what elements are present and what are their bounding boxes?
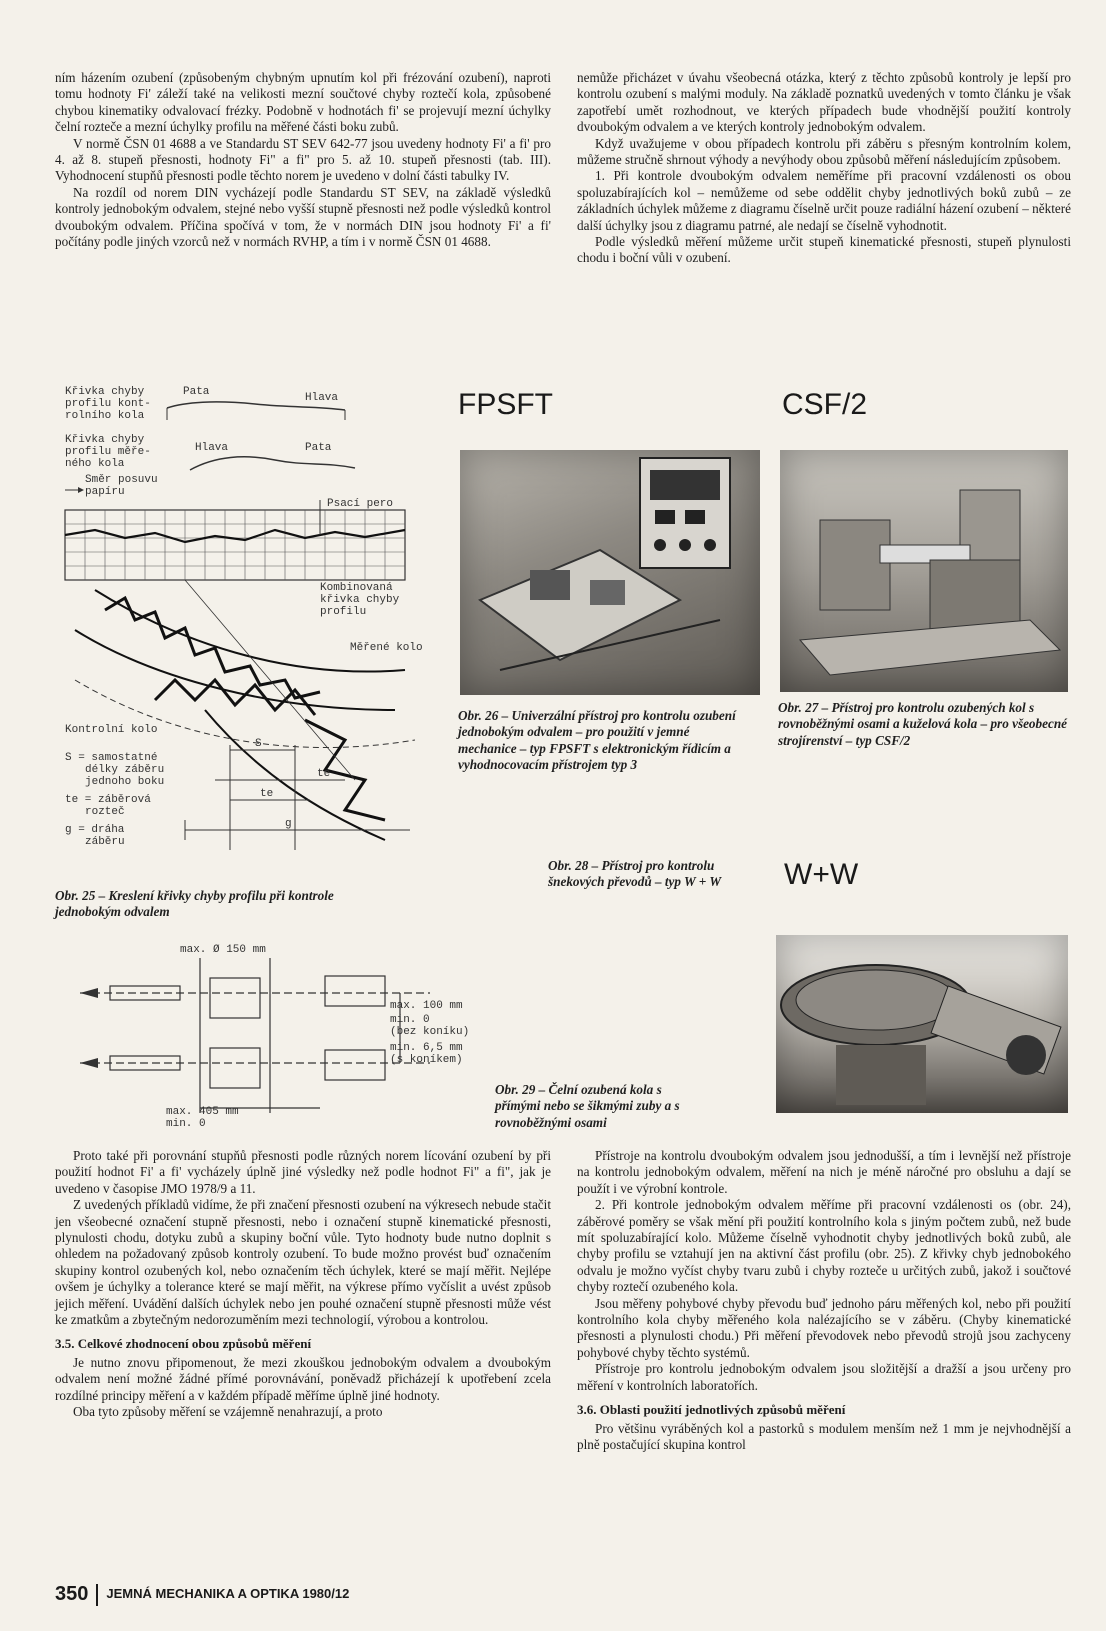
figure-28-photo bbox=[776, 935, 1068, 1113]
fig25-label-kombinovana-1: Kombinovaná bbox=[320, 582, 393, 594]
paragraph: 1. Při kontrole dvoubokým odvalem neměříme při pracovní vzdálenosti os obou spoluzabírajících kol – nemůžeme od sebe oddělit chyby jednotlivých boků zubů – ze základních úchylek můžeme z diagramu číselně určit pouze radiální házení ozubení – některé další úchylky jsou z diagramu patrné, ale nedají se číselně vyhodnotit. bbox=[577, 168, 1071, 233]
fig25-label-krivka-merene-3: ného kola bbox=[65, 458, 125, 470]
fig25-label-te-2: te bbox=[260, 788, 274, 800]
fig29-label-max405: max. 405 mm bbox=[166, 1106, 239, 1118]
fig25-legend-7: záběru bbox=[85, 836, 125, 848]
paragraph: Proto také při porovnání stupňů přesnosti podle různých norem lícování ozubení by při použití hodnot Fi' a fi' vycházely úplně jiné výsledky než podle hodnot Fi" a fi", jak je uvedeno v časopise JMO 1978/9 a 11. bbox=[55, 1148, 551, 1196]
fig25-legend-4: te = záběrová bbox=[65, 794, 151, 806]
figure-25-diagram bbox=[55, 380, 440, 880]
figure-28-caption: Obr. 28 – Přístroj pro kontrolu šnekových převodů – typ W + W bbox=[548, 858, 722, 890]
text-column-bottom-left bbox=[55, 1148, 551, 1421]
worm-gear-instrument-icon bbox=[776, 935, 1068, 1113]
journal-name: JEMNÁ MECHANIKA A OPTIKA 1980/12 bbox=[106, 1585, 350, 1601]
figure-29-diagram bbox=[70, 938, 490, 1133]
fig25-label-pata-2: Pata bbox=[305, 442, 332, 454]
paragraph: Přístroje na kontrolu dvoubokým odvalem jsou jednodušší, a tím i levnější než přístroje na kontrolu jednobokým odvalem, měření na nich je méně náročné pro obsluhu a dají se použít i ve výrobní kontrole. bbox=[577, 1148, 1071, 1196]
fig25-label-kombinovana-3: profilu bbox=[320, 606, 367, 618]
fig25-label-krivka-kontrolni-3: rolního kola bbox=[65, 410, 145, 422]
fig29-label-s-kon: (s koníkem) bbox=[390, 1054, 463, 1066]
figure-27-title: CSF/2 bbox=[782, 388, 868, 421]
paragraph: Je nutno znovu připomenout, že mezi zkouškou jednobokým odvalem a dvoubokým odvalem není možné žádné přímé porovnávání, poněvadž přicházejí k upotřebení zcela rozdílné principy měření a v každém případě měříme úplně jiné hodnoty. bbox=[55, 1354, 551, 1403]
paragraph: Podle výsledků měření můžeme určit stupeň kinematické přesnosti, stupeň plynulosti chodu i boční vůli v ozubení. bbox=[577, 234, 1071, 266]
fig25-label-psaci-pero: Psací pero bbox=[327, 498, 394, 510]
paragraph: Přístroje pro kontrolu jednobokým odvalem jsou složitější a dražší a jsou určeny pro měření v kontrolních laboratořích. bbox=[577, 1361, 1071, 1393]
fig25-label-hlava-1: Hlava bbox=[305, 392, 339, 404]
fig25-legend-3: jednoho boku bbox=[85, 776, 165, 788]
fig25-label-krivka-merene-1: Křivka chyby bbox=[65, 434, 145, 446]
fig29-label-bez: (bez koníku) bbox=[390, 1026, 470, 1038]
fig25-legend-5: rozteč bbox=[85, 806, 125, 818]
paragraph: 2. Při kontrole jednobokým odvalem měříme při pracovní vzdálenosti os (obr. 24), záběrové poměry se však mění při použití kontrolního kola s jiným počtem zubů, než bude mít spoluzabírající kolo. Můžeme číselně vyhodnotit chyby jednotlivých boků zubů, ale chyby profilu se vztahují jen na aktivní část profilu (obr. 25). Z křivky chyb jednobokého odvalu je možno vyčíst chyby tvaru zubů i chyby rozteče u určitých zubů, jakož i součtové chyby roztečí ozubeného kola. bbox=[577, 1197, 1071, 1295]
fig25-label-hlava-2: Hlava bbox=[195, 442, 229, 454]
text-column-bottom-right bbox=[577, 1148, 1071, 1453]
figure-28-title: W+W bbox=[784, 858, 859, 891]
paragraph: ním házením ozubení (způsobeným chybným upnutím kol při frézování ozubení), naproti tomu hodnoty Fi' záleží také na velikosti mezní součtové chyby roztečí kola, způsobené chybou kinematiky odvalovací frézky. Podobně v hodnotách fi' se projevují mezní úchylky čelní rozteče a mezní úchylky profilu na měřené části boku zubů. bbox=[55, 70, 551, 135]
fig29-label-min0b: min. 0 bbox=[166, 1118, 206, 1130]
fig29-label-max-d: max. Ø 150 mm bbox=[180, 944, 266, 956]
figure-29-caption: Obr. 29 – Čelní ozubená kola s přímými nebo se šikmými zuby a s rovnoběžnými osami bbox=[495, 1082, 680, 1130]
paragraph: Pro většinu vyráběných kol a pastorků s modulem menším než 1 mm je nejvhodnější a plně postačující skupina kontrol bbox=[577, 1420, 1071, 1452]
figure-26-title: FPSFT bbox=[458, 388, 553, 421]
fig25-label-g: g bbox=[285, 818, 292, 830]
fig25-legend-2: délky záběru bbox=[85, 764, 165, 776]
paragraph: nemůže přicházet v úvahu všeobecná otázka, který z těchto způsobů kontroly je lepší pro kontrolu ozubení s malými moduly. Na základě poznatků uvedených v tomto článku je však zapotřebí umět rozhodnout, ve kterých případech bude vhodnější použití kontroly dvoubokým odvalem a ve kterých kontroly jednobokým odvalem. bbox=[577, 70, 1071, 135]
fig25-label-te-1: te bbox=[317, 768, 331, 780]
figure-26-caption: Obr. 26 – Univerzální přístroj pro kontrolu ozubení jednobokým odvalem – pro použití v jemné mechanice – typ FPSFT s elektronickým řídicím a vyhodnocovacím přístrojem typ 3 bbox=[458, 708, 736, 773]
paragraph: Když uvažujeme v obou případech kontrolu při záběru s přesným kontrolním kolem, můžeme stručně shrnout výhody a nevýhody obou způsobů měření následujícím způsobem. bbox=[577, 135, 1071, 168]
text-column-top-right bbox=[577, 70, 1071, 267]
fig25-label-kombinovana-2: křivka chyby bbox=[320, 594, 400, 606]
figure-27-photo bbox=[780, 450, 1068, 692]
figure-25-caption: Obr. 25 – Kreslení křivky chyby profilu při kontrole jednobokým odvalem bbox=[55, 888, 334, 920]
fig25-label-pata-1: Pata bbox=[183, 386, 210, 398]
paragraph: Oba tyto způsoby měření se vzájemně nenahrazují, a proto bbox=[73, 1404, 383, 1420]
fig25-label-smer-2: papíru bbox=[85, 486, 125, 498]
fig25-label-s: S bbox=[255, 738, 262, 750]
figure-26-photo bbox=[460, 450, 760, 695]
paragraph: V normě ČSN 01 4688 a ve Standardu ST SEV 642-77 jsou uvedeny hodnoty Fi' a fi' pro 4. až 8. stupeň přesnosti, hodnoty Fi" a fi" pro 5. až 10. stupeň přesnosti (tab. III). Vyhodnocení stupňů přesnosti podle těchto norem je uvedeno v dolní části tabulky IV. bbox=[55, 135, 551, 184]
fig29-label-max100: max. 100 mm bbox=[390, 1000, 463, 1012]
page-number: 350 bbox=[55, 1583, 89, 1605]
text-column-top-left bbox=[55, 70, 551, 250]
paragraph: Z uvedených příkladů vidíme, že při značení přesnosti ozubení na výkresech nebude stačit jen všeobecné označení stupně přesnosti, nebo i označení stupně kinematické přesnosti, plynulosti chodu, dotyku zubů a skupiny boční vůle. Tyto hodnoty bude nutno doplnit s ohledem na požadovaný způsob kontroly ozubení. To bude možno provést buď označením skupiny kontrol ozubených kol, nebo označením těch úchylek, které se mají měřit. Nejlépe ovšem je úchylky a tolerance které se mají měřit, na výkrese přímo vyčíslit a uvést způsob jejich měření. Uvádění dalších úchylek nebo jen pouhé označení stupně přesnosti může vést ke zmatkům a zbytečným nedorozuměním mezi technologií, výrobou a kontrolou. bbox=[55, 1197, 551, 1328]
fig29-label-min0: min. 0 bbox=[390, 1014, 430, 1026]
fig25-legend-1: S = samostatné bbox=[65, 752, 158, 764]
fig25-label-kontrolni-kolo: Kontrolní kolo bbox=[65, 724, 158, 736]
fig25-label-krivka-merene-2: profilu měře- bbox=[65, 446, 151, 458]
paragraph: Na rozdíl od norem DIN vycházejí podle Standardu ST SEV, na základě výsledků kontroly jednobokým odvalem, stejné nebo vyšší stupně přesnosti než podle výsledků kontrol dvoubokým odvalem. Příčina spočívá v tom, že v normách DIN jsou hodnoty Fi' a fi' počítány podle jiných vzorců než v normách RVHP, a tím i v normě ČSN 01 4688. bbox=[55, 184, 551, 250]
section-heading: 3.6. Oblasti použití jednotlivých způsobů měření bbox=[577, 1402, 846, 1418]
section-heading: 3.5. Celkové zhodnocení obou způsobů měření bbox=[55, 1336, 312, 1352]
page-footer bbox=[55, 1583, 1055, 1606]
csf2-instrument-icon bbox=[780, 450, 1068, 692]
fig25-label-krivka-kontrolni-2: profilu kont- bbox=[65, 398, 151, 410]
fig25-label-merene-kolo: Měřené kolo bbox=[350, 642, 423, 654]
fig25-label-smer-1: Směr posuvu bbox=[85, 474, 158, 486]
fig25-legend-6: g = dráha bbox=[65, 824, 125, 836]
fpsft-instrument-icon bbox=[460, 450, 760, 695]
figure-27-caption: Obr. 27 – Přístroj pro kontrolu ozubených kol s rovnoběžnými osami a kuželová kola – pro všeobecné strojírenství – typ CSF/2 bbox=[778, 700, 1068, 748]
fig25-label-krivka-kontrolni-1: Křivka chyby bbox=[65, 386, 145, 398]
footer-divider bbox=[96, 1584, 98, 1606]
paragraph: Jsou měřeny pohybové chyby převodu buď jednoho páru měřených kol, nebo při použití kontrolního kola chyby měřeného kola nalézajícího se v záběru. (Chyby kinematické přesnosti a plynulosti chodu.) Při měření převodovek nebo převodů strojů jsou zachyceny pohybové chyby těchto systémů. bbox=[577, 1295, 1071, 1360]
fig29-label-min65: min. 6,5 mm bbox=[390, 1042, 463, 1054]
